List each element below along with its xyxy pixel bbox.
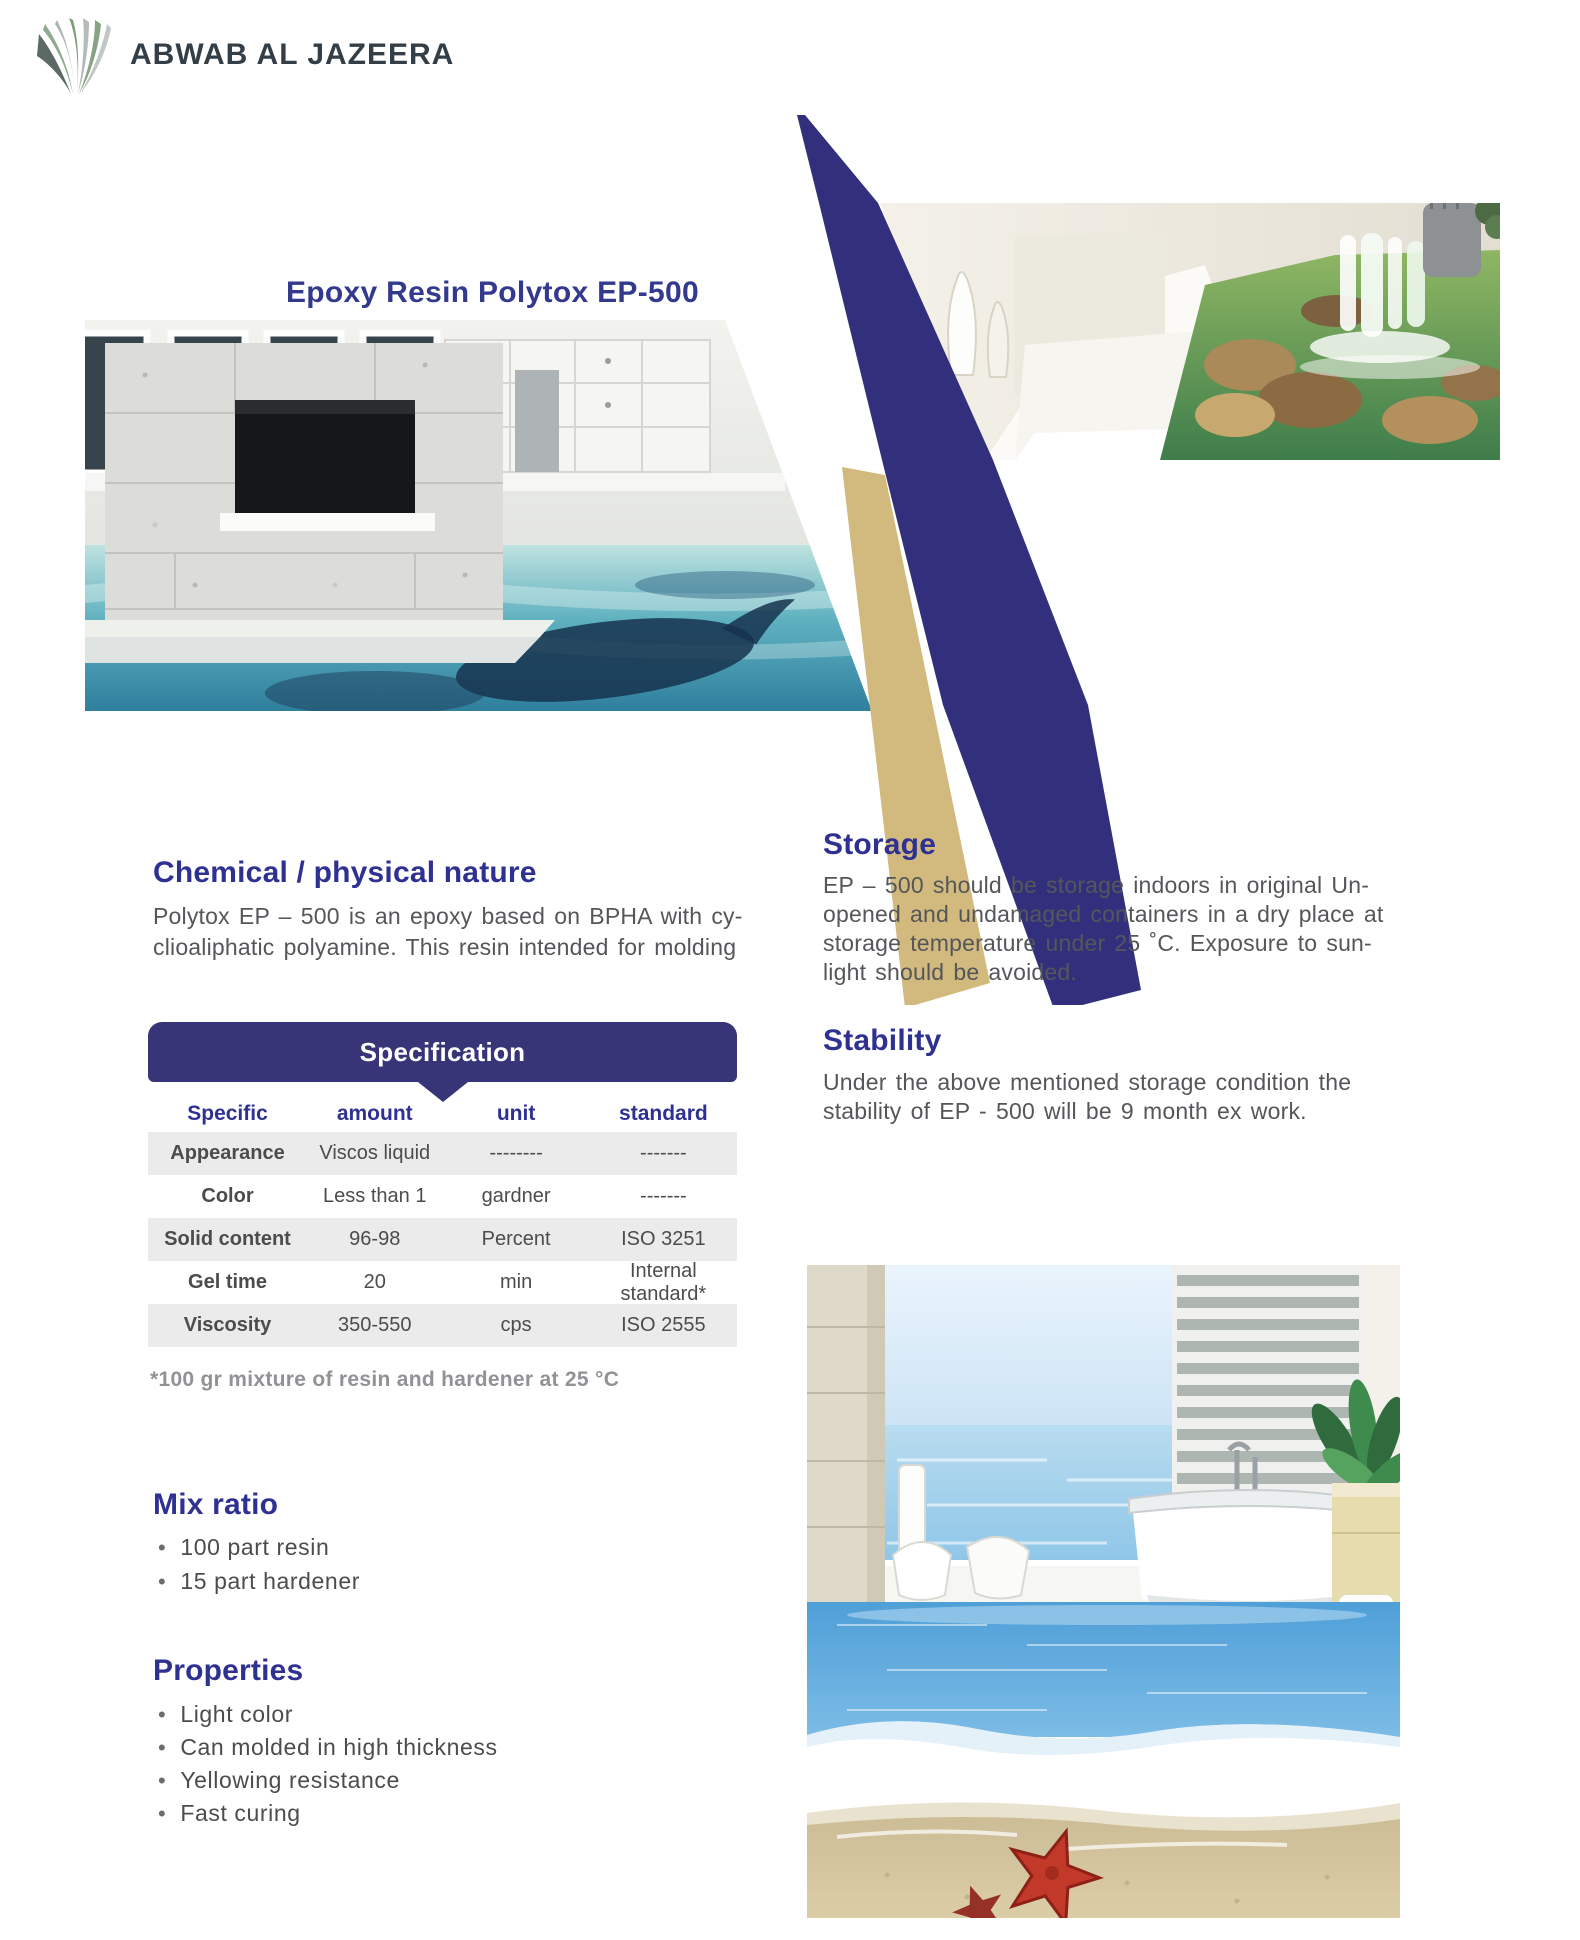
list-item-label: 15 part hardener [180,1568,360,1594]
list-item-label: Can molded in high thickness [180,1734,498,1760]
paragraph-line: EP – 500 should be storage indoors in original Un- [823,872,1370,898]
bullet-icon: • [158,1801,167,1826]
column-header-unit: unit [496,1102,536,1125]
table-cell: ------- [640,1185,687,1207]
column-header-standard: standard [619,1102,708,1125]
table-cell: -------- [489,1142,543,1164]
table-row [148,1132,737,1175]
table-cell: Percent [481,1228,551,1250]
paragraph-line: Under the above mentioned storage condition the [823,1069,1352,1095]
stability-paragraph [823,1068,1351,1126]
table-row [148,1304,737,1347]
properties-list [158,1701,498,1833]
list-item [158,1800,498,1833]
window-blinds [1172,1265,1364,1517]
list-item-label: Light color [180,1701,294,1727]
list-item [158,1734,498,1767]
specification-title: Specification [359,1036,526,1067]
paragraph-line: storage temperature under 25 ˚C. Exposure to sun- [823,930,1372,956]
bullet-icon: • [158,1702,167,1727]
storage-paragraph [823,871,1383,987]
table-rows [148,1132,737,1347]
table-cell: Less than 1 [323,1185,427,1207]
paragraph-line: opened and undamaged containers in a dry place at [823,901,1384,927]
chemical-paragraph [153,901,743,963]
brand-name: ABWAB AL JAZEERA [130,38,455,71]
table-footnote: *100 gr mixture of resin and hardener at 25 °C [150,1368,620,1391]
table-cell: min [499,1271,533,1293]
list-item-label: Yellowing resistance [180,1767,400,1793]
table-cell: Internal standard* [620,1259,707,1305]
table-row [148,1261,737,1304]
properties-heading: Properties [153,1654,304,1687]
table-row [148,1175,737,1218]
table-cell: 350-550 [338,1314,412,1336]
bullet-icon: • [158,1535,167,1560]
specification-table [148,1022,737,1347]
table-cell: gardner [481,1185,551,1207]
list-item [158,1534,360,1568]
list-item-label: Fast curing [180,1800,301,1826]
table-cell: Viscosity [183,1314,272,1336]
bullet-icon: • [158,1569,167,1594]
list-item [158,1701,498,1734]
table-cell: ------- [640,1142,687,1164]
header-notch [418,1082,468,1102]
list-item-label: 100 part resin [180,1534,330,1560]
bullet-icon: • [158,1768,167,1793]
column-header-amount: amount [336,1102,413,1125]
list-item [158,1767,498,1800]
brand-shield-icon [33,16,117,98]
paragraph-line: clioaliphatic polyamine. This resin intended for molding [153,934,737,960]
table-cell: Appearance [170,1142,285,1164]
table-cell: 96-98 [349,1228,401,1250]
beach-bathroom-photo [807,1265,1400,1918]
hero-left-photo [85,320,885,716]
table-cell: 20 [363,1271,386,1293]
mix-ratio-heading: Mix ratio [153,1488,279,1521]
column-header-specific: Specific [187,1102,268,1125]
table-cell: Viscos liquid [319,1142,431,1164]
bathtub [1129,1490,1367,1614]
chemical-heading: Chemical / physical nature [153,856,537,889]
table-cell: Color [201,1185,254,1207]
specification-table-header [148,1022,737,1082]
list-item [158,1568,360,1602]
paragraph-line: light should be avoided. [823,959,1077,985]
table-cell: ISO 2555 [621,1314,706,1336]
table-cell: Solid content [164,1228,291,1250]
page-title: Epoxy Resin Polytox EP-500 [286,276,699,309]
table-cell: cps [500,1314,532,1336]
paragraph-line: Polytox EP – 500 is an epoxy based on BPHA with cy- [153,903,743,929]
table-cell: ISO 3251 [621,1228,706,1250]
bullet-icon: • [158,1735,167,1760]
mix-ratio-list [158,1534,360,1602]
paragraph-line: stability of EP - 500 will be 9 month ex work. [823,1098,1307,1124]
storage-heading: Storage [823,828,937,861]
stability-heading: Stability [823,1024,942,1057]
table-row [148,1218,737,1261]
table-cell: Gel time [188,1271,267,1293]
